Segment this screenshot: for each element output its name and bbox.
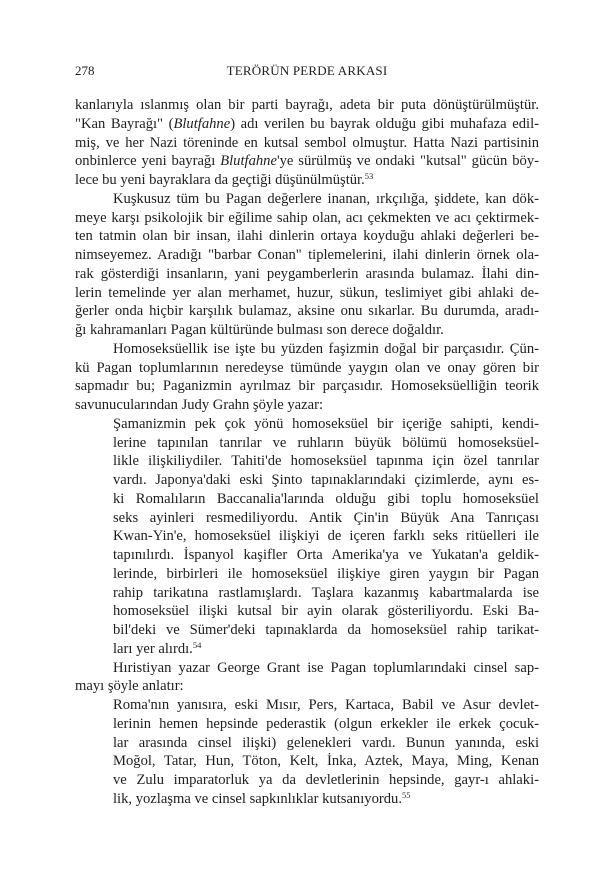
text-line: Homoseksüellik ise işte bu yüzden faşizmin doğal bir parçasıdır. Çün- <box>113 340 539 357</box>
text-line: lerin temelinde yer alan merhamet, huzur, sükun, teslimiyet gibi ahlaki de- <box>75 284 539 301</box>
page-number: 278 <box>75 63 95 78</box>
paragraph <box>75 340 539 415</box>
block-quote <box>75 696 539 809</box>
running-title: TERÖRÜN PERDE ARKASI <box>226 63 388 78</box>
text-line: ve Zulu imparatorluk ya da devletlerinin hepsinde, gayr-ı ahlaki- <box>113 772 539 788</box>
text-line: ları yer alırdı.$^{54}$ <box>113 639 202 657</box>
text-line: ğı kahramanları Pagan kültüründe bulması son derece doğaldır. <box>75 322 444 338</box>
footnote-ref[interactable]: 54 <box>192 639 202 650</box>
text-line: kanlarıyla ıslanmış olan bir parti bayrağı, adeta bir puta dönüştürülmüştür. <box>75 97 539 113</box>
italic-term: Blutfahne <box>173 115 231 132</box>
footnote-ref[interactable]: 53 <box>364 171 374 181</box>
body-text <box>75 96 539 809</box>
text-line: rahip tarikatına rastlamışlardı. Taşlara kazanmış kabartmalarda ise <box>113 584 539 601</box>
text-line: Şamanizmin pek çok yönü homoseksüel bir içeriğe sahipti, kendi- <box>113 415 539 432</box>
text-line: Kwan-Yin'e, homoseksüel ilişkiyi de içeren farklı seks ritüelleri ile <box>113 528 539 545</box>
paragraph <box>75 190 539 340</box>
text-line: ğerler onda hiçbir karşılık bulamaz, aksine onu sıkarlar. Bu durumda, aradı- <box>75 303 539 320</box>
text-line: savunucularından Judy Grahn şöyle yazar: <box>75 397 324 413</box>
paragraph <box>75 96 539 190</box>
text-line: bil'deki ve Sümer'deki tapınaklarda da homoseksüel rahip tarikat- <box>113 622 539 638</box>
text-line: Roma'nın yanısıra, eski Mısır, Pers, Kartaca, Babil ve Asur devlet- <box>113 697 539 713</box>
text-line: mayı şöyle anlatır: <box>75 678 184 695</box>
text-line: lerinde, birbirleri ile homoseksüel ilişkiye giren yaygın bir Pagan <box>113 565 539 582</box>
italic-term: Blutfahne <box>220 153 277 170</box>
text-line: lece bu yeni bayraklara da geçtiği düşünülmüştür.$^{53}$ <box>75 171 374 188</box>
text-line: sapmadır bu; Paganizmin ayrılmaz bir parçasıdır. Homoseksüelliğin teorik <box>75 378 539 395</box>
text-line: lik, yozlaşma ve cinsel sapkınlıklar kutsanıyordu.$^{55}$ <box>113 789 411 807</box>
text-line: homoseksüel ilişki kutsal bir ayin olarak gösteriliyordu. Eski Ba- <box>113 603 539 620</box>
text-line: lerine tapınılan tanrılar ve ruhların büyük bölümü homoseksüel- <box>113 434 539 451</box>
text-line: meye karşı psikolojik bir eğilime sahip olan, acı çekmekten ve acı çektirmek- <box>75 209 539 226</box>
text-line: Hıristiyan yazar George Grant ise Pagan toplumlarındaki cinsel sap- <box>113 659 539 676</box>
text-line: lerinin hemen hepsinde pederastik (olgun erkekler ile erkek çocuk- <box>113 715 539 732</box>
text-line: vardı. Japonya'daki eski Şinto tapınaklarındaki çizimlerde, aynı es- <box>113 472 539 488</box>
text-line: lar arasında cinsel ilişki) gelenekleri vardı. Bunun yanında, eski <box>113 734 539 751</box>
footnote-ref[interactable]: 55 <box>401 789 411 800</box>
running-head <box>75 62 539 82</box>
book-page <box>75 62 539 809</box>
text-line: nimseyemez. Aradığı "barbar Conan" tiplemelerini, ilahi dinlerin örnek ola- <box>75 247 539 263</box>
text-line: Moğol, Tatar, Hun, Töton, Kelt, İnka, Aztek, Maya, Ming, Kenan <box>113 753 539 770</box>
block-quote <box>75 415 539 659</box>
text-line: ki Romalıların Baccanalia'larında olduğu gibi toplu homoseksüel <box>113 490 539 507</box>
text-line: "Kan Bayrağı" (Blutfahne) adı verilen bu bayrak olduğu gibi muhafaza edil- <box>75 115 539 132</box>
text-line: tapınılırdı. İspanyol kaşifler Orta Amerika'ya ve Yukatan'a geldik- <box>113 547 539 563</box>
text-line: rak gösterdiği insanların, yani peygamberlerin arasında bulamaz. İlahi din- <box>75 265 539 282</box>
text-line: likle ilişkiliydiler. Tahiti'de homoseksüel tapınma için özel tanrılar <box>113 453 539 470</box>
text-line: onbinlerce yeni bayrağı Blutfahne'ye sürülmüş ve ondaki "kutsal" gücün böy- <box>75 153 539 170</box>
text-line: kü Pagan toplumlarının neredeyse tümünde yaygın olan ve onay gören bir <box>75 359 539 376</box>
text-line: miş, ve her Nazi töreninde en kutsal sembol olmuştur. Hatta Nazi partisinin <box>75 134 539 151</box>
text-line: seks ayinleri resmediliyordu. Antik Çin'in Büyük Ana Tanrıçası <box>113 509 539 526</box>
text-line: ten tatmin olan bir insan, ilahi dinlerin ortaya koyduğu ahlaki değerleri be- <box>75 228 539 245</box>
paragraph <box>75 659 539 697</box>
text-line: Kuşkusuz tüm bu Pagan değerlere inanan, ırkçılığa, şiddete, kan dök- <box>113 190 539 207</box>
